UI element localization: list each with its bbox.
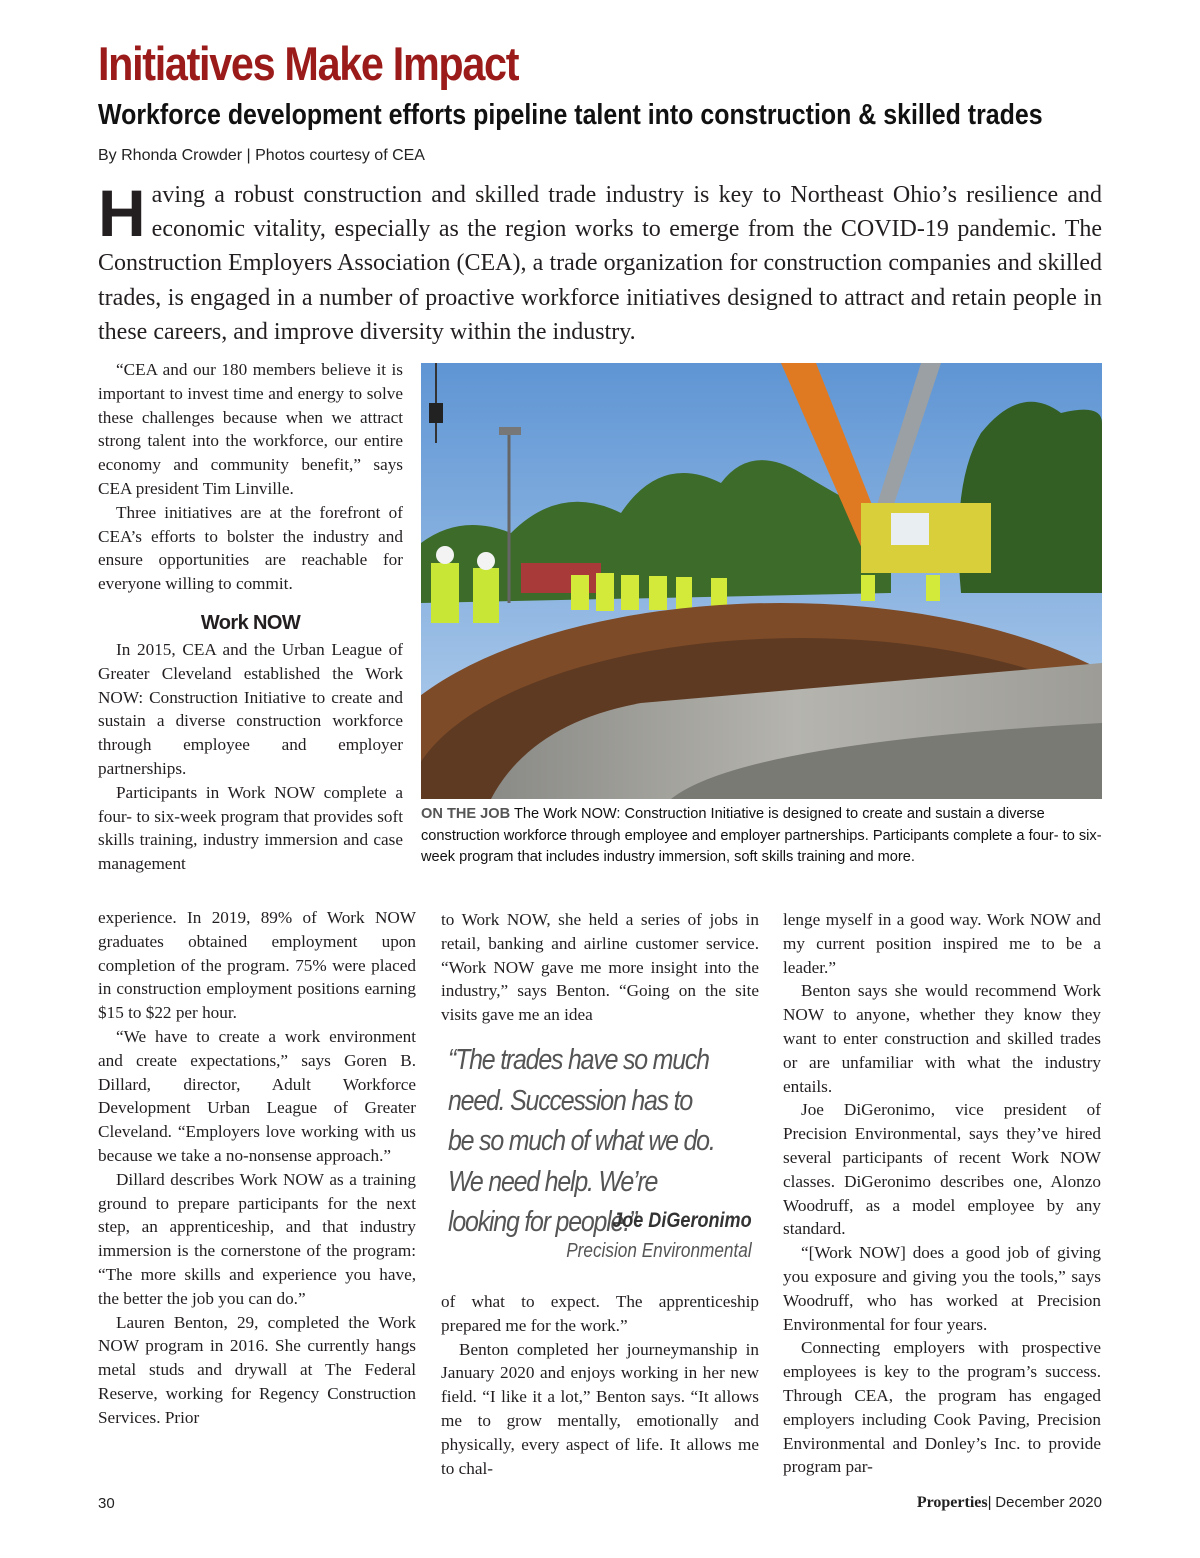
section-heading: Work NOW [200, 611, 301, 634]
body-paragraph: “We have to create a work environment and create expectations,” says Goren B. Dillard, director, Adult Workforce Development Urban League of Greater Cleveland. “Employers love working with us because we take a no-nonsense approach.” [98, 1026, 416, 1165]
body-paragraph: “CEA and our 180 members believe it is important to invest time and energy to solve these challenges because when we attract strong talent into the workforce, our entire economy and community benefit,” says CEA president Tim Linville. [98, 360, 403, 498]
pull-quote-attribution [567, 1206, 752, 1266]
caption-tag: ON THE JOB [421, 806, 511, 822]
issue-date: December 2020 [995, 1494, 1102, 1511]
crane-hook [429, 403, 443, 423]
body-paragraph: Dillard describes Work NOW as a training ground to prepare participants for the next step, an apprenticeship, and that industry immersion is the cornerstone of the program: “The more skills and experience you have, the better the job you can do.” [98, 1169, 416, 1308]
light-fixture [499, 427, 521, 435]
construction-site-photo [421, 363, 1102, 799]
page-number: 30 [98, 1495, 115, 1512]
body-paragraph: Lauren Benton, 29, completed the Work NOW program in 2016. She currently hangs metal studs and drywall at The Federal Reserve, working for Regency Construction Services. Prior [98, 1312, 416, 1427]
body-paragraph: Benton completed her journeymanship in January 2020 and enjoys working in her new field. “I like it a lot,” Benton says. “It allows me to grow mentally, emotionally and physically, every aspect of life. It allows me to chal- [441, 1339, 759, 1478]
column-2-top [441, 908, 759, 1027]
footer-publication [917, 1494, 1102, 1512]
lede-text: aving a robust construction and skilled trade industry is key to Northeast Ohio’s resilience and economic vitality, especially as the region works to emerge from the COVID-19 pandemic. The Construction Employers Association (CEA), a trade organization for construction companies and skilled trades, is engaged in a number of proactive workforce initiatives designed to attract and retain people in these careers, and improve diversity within the industry. [98, 182, 1102, 345]
body-paragraph-continued: lenge myself in a good way. Work NOW and my current position inspired me to be a leader.” [783, 910, 1101, 977]
photo-caption [421, 804, 1105, 869]
body-paragraph-continued: of what to expect. The apprenticeship prepared me for the work.” [441, 1292, 759, 1335]
pull-quote: “The trades have so much need. Succession has to be so much of what we do. We need help. We’re looking for people.” [448, 1044, 715, 1238]
body-paragraph: Benton says she would recommend Work NOW to anyone, whether they know they want to enter construction and skilled trades or are unfamiliar with what the industry entails. [783, 981, 1101, 1096]
body-paragraph: In 2015, CEA and the Urban League of Greater Cleveland established the Work NOW: Construction Initiative to create and sustain a diverse construction workforce through employee and employer partnerships. [98, 639, 403, 778]
photo-illustration [421, 363, 1102, 799]
body-paragraph-continued: to Work NOW, she held a series of jobs in retail, banking and airline customer service. “Work NOW gave me more insight into the industry,” says Benton. “Going on the site visits gave me an idea [441, 910, 759, 1025]
publication-name: Properties [916, 1494, 988, 1511]
body-paragraph-continued: experience. In 2019, 89% of Work NOW graduates obtained employment upon completion of the program. 75% were placed in construction employment positions earning $15 to $22 per hour. [98, 908, 416, 1023]
article-title: Initiatives Make Impact [98, 37, 519, 90]
body-paragraph: Participants in Work NOW complete a four- to six-week program that provides soft skills training, industry immersion and case management [98, 782, 403, 874]
pull-quote-name: Joe DiGeronimo [612, 1209, 752, 1232]
column-1-bottom [98, 906, 416, 1430]
crane-window [891, 513, 929, 545]
column-1-top [98, 358, 403, 876]
drop-cap: H [98, 176, 146, 250]
footer-separator: | [987, 1494, 992, 1511]
lede-paragraph [98, 178, 1102, 349]
body-paragraph: Joe DiGeronimo, vice president of Precision Environmental, says they’ve hired several participants of recent Work NOW classes. DiGeronimo describes one, Alonzo Woodruff, as a model employee by any standard. [783, 1100, 1101, 1239]
column-2-bottom [441, 1290, 759, 1480]
article-subtitle: Workforce development efforts pipeline talent into construction & skilled trades [98, 99, 1043, 131]
caption-text: The Work NOW: Construction Initiative is designed to create and sustain a diverse construction workforce through employee and employer partnerships. Participants complete a four- to six-week program that includes industry immersion, soft skills training and more. [421, 806, 1102, 865]
byline: By Rhonda Crowder | Photos courtesy of CEA [98, 147, 425, 164]
body-paragraph: Three initiatives are at the forefront of CEA’s efforts to bolster the industry and ensure opportunities are reachable for everyone willing to commit. [98, 502, 403, 594]
column-3 [783, 908, 1101, 1479]
body-paragraph: Connecting employers with prospective employees is key to the program’s success. Through CEA, the program has engaged employers including Cook Paving, Precision Environmental and Donley’s Inc. to provide program par- [783, 1338, 1101, 1477]
body-paragraph: “[Work NOW] does a good job of giving you exposure and giving you the tools,” says Woodruff, who has worked at Precision Environmental for four years. [783, 1243, 1101, 1334]
pull-quote-organization: Precision Environmental [566, 1240, 752, 1262]
